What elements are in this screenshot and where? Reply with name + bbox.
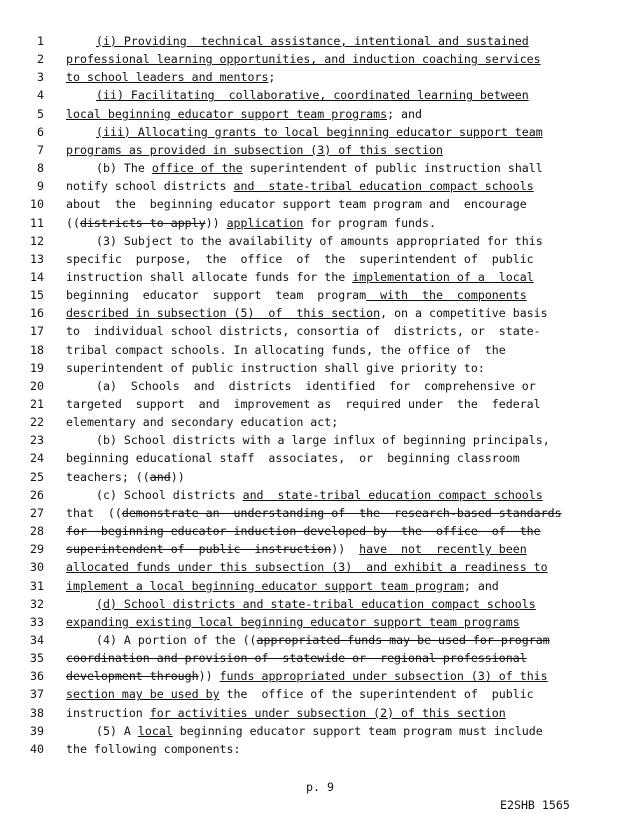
line-number: 29 xyxy=(30,542,44,557)
line-number: 15 xyxy=(30,288,44,303)
inserted-text: programs as provided in subsection (3) of this section xyxy=(66,142,443,157)
line-number: 8 xyxy=(37,161,44,176)
text-segment: )) xyxy=(170,469,185,484)
line-text xyxy=(66,177,534,195)
line-text xyxy=(66,413,338,431)
text-segment: notify school districts xyxy=(66,179,234,194)
text-segment: ; and xyxy=(387,106,422,121)
text-segment: )) xyxy=(198,669,220,684)
text-segment: ; and xyxy=(463,578,499,593)
text-segment: teachers; (( xyxy=(66,469,150,484)
line-text xyxy=(96,86,529,104)
line-number: 6 xyxy=(37,124,44,139)
text-segment: to individual school districts, consortia of districts, or state- xyxy=(66,324,541,339)
text-segment: the office of the superintendent of public xyxy=(219,687,534,702)
line-number: 12 xyxy=(30,233,44,248)
line-text xyxy=(66,105,422,123)
line-text xyxy=(96,722,543,740)
inserted-text: section may be used by xyxy=(66,687,220,702)
line-number: 3 xyxy=(37,70,44,85)
line-text xyxy=(66,195,527,213)
deleted-text: appropriated funds may be used for program xyxy=(256,632,550,647)
line-text xyxy=(96,377,536,395)
line-number: 17 xyxy=(30,324,44,339)
inserted-text: allocated funds under this subsection (3) and exhibit a readiness to xyxy=(66,560,548,575)
text-line xyxy=(0,649,618,667)
line-text xyxy=(66,468,185,486)
deleted-text: for beginning educator induction developed by the office of the xyxy=(66,524,541,539)
text-segment: that (( xyxy=(66,505,122,520)
text-line xyxy=(0,595,618,613)
text-line xyxy=(0,377,618,395)
text-line xyxy=(0,105,618,123)
text-line xyxy=(0,685,618,703)
line-text xyxy=(66,540,527,558)
text-segment: instruction xyxy=(66,705,150,720)
inserted-text: (ii) Facilitating collaborative, coordinated learning between xyxy=(96,88,529,103)
line-number: 32 xyxy=(30,596,44,611)
inserted-text: local xyxy=(137,723,173,738)
line-text xyxy=(66,250,534,268)
line-number: 31 xyxy=(30,578,44,593)
text-segment: beginning educational staff associates, or beginning classroom xyxy=(66,451,520,466)
line-number: 11 xyxy=(30,215,44,230)
inserted-text: expanding existing local beginning educator support team programs xyxy=(66,614,520,629)
line-text xyxy=(66,685,534,703)
text-line xyxy=(0,286,618,304)
line-number: 38 xyxy=(30,705,44,720)
line-text xyxy=(66,359,485,377)
text-segment: )) xyxy=(205,215,227,230)
text-segment: , on a competitive basis xyxy=(380,306,548,321)
line-text xyxy=(96,159,543,177)
inserted-text: (i) Providing technical assistance, intentional and sustained xyxy=(96,34,529,48)
line-text xyxy=(66,286,527,304)
line-number: 5 xyxy=(37,106,44,121)
line-number: 1 xyxy=(37,34,44,48)
line-number: 9 xyxy=(37,179,44,194)
line-text xyxy=(66,68,275,86)
line-text xyxy=(66,449,520,467)
line-text xyxy=(66,667,548,685)
line-text xyxy=(96,595,536,613)
line-number: 33 xyxy=(30,614,44,629)
line-number: 19 xyxy=(30,360,44,375)
text-segment: tribal compact schools. In allocating funds, the office of the xyxy=(66,342,506,357)
inserted-text: to school leaders and mentors xyxy=(66,70,269,85)
line-text xyxy=(66,214,436,232)
line-text xyxy=(66,341,506,359)
inserted-text: office of the xyxy=(151,161,243,176)
inserted-text: and state-tribal education compact schools xyxy=(242,487,543,502)
line-number: 20 xyxy=(30,378,44,393)
text-line xyxy=(0,522,618,540)
text-line xyxy=(0,359,618,377)
text-segment: targeted support and improvement as required under the federal xyxy=(66,397,541,411)
text-line xyxy=(0,250,618,268)
text-line xyxy=(0,722,618,740)
line-number: 21 xyxy=(30,397,44,411)
text-line xyxy=(0,68,618,86)
deleted-text: development through xyxy=(66,669,199,684)
text-line xyxy=(0,159,618,177)
inserted-text: local beginning educator support team programs xyxy=(66,106,388,121)
text-line xyxy=(0,577,618,595)
line-text xyxy=(66,649,527,667)
text-segment: )) xyxy=(331,542,360,557)
text-segment: elementary and secondary education act; xyxy=(66,415,339,430)
deleted-text: coordination and provision of statewide or regional professional xyxy=(66,651,527,666)
text-line xyxy=(0,322,618,340)
text-segment: (c) School districts xyxy=(96,487,243,502)
line-text xyxy=(96,486,543,504)
text-line xyxy=(0,177,618,195)
text-segment: beginning educator support team program must include xyxy=(172,723,543,738)
line-text xyxy=(66,304,548,322)
line-number: 7 xyxy=(37,142,44,157)
text-line xyxy=(0,558,618,576)
text-segment: (4) A portion of the (( xyxy=(96,632,257,647)
bill-number: E2SHB 1565 xyxy=(500,798,570,812)
line-text xyxy=(66,577,499,595)
line-number: 2 xyxy=(37,52,44,67)
deleted-text: and xyxy=(149,469,171,484)
text-segment: the following components: xyxy=(66,741,241,756)
line-number: 22 xyxy=(30,415,44,430)
inserted-text: for activities under subsection (2) of this section xyxy=(149,705,506,720)
line-number: 23 xyxy=(30,433,44,448)
page-number: p. 9 xyxy=(306,780,334,794)
line-text xyxy=(96,232,543,250)
text-segment: ; xyxy=(268,70,276,85)
line-text xyxy=(96,123,543,141)
line-text xyxy=(66,395,541,413)
line-number: 14 xyxy=(30,269,44,284)
line-number: 36 xyxy=(30,669,44,684)
line-number: 4 xyxy=(37,88,44,103)
text-segment: about the beginning educator support team program and encourage xyxy=(66,197,527,212)
text-segment: (5) A xyxy=(96,723,138,738)
line-text xyxy=(66,740,241,758)
line-number: 27 xyxy=(30,505,44,520)
inserted-text: (iii) Allocating grants to local beginning educator support team xyxy=(96,124,543,139)
text-line xyxy=(0,232,618,250)
line-text xyxy=(66,558,548,576)
text-line xyxy=(0,631,618,649)
inserted-text: application xyxy=(226,215,304,230)
text-line xyxy=(0,341,618,359)
line-text xyxy=(66,322,541,340)
text-line xyxy=(0,214,618,232)
text-line xyxy=(0,50,618,68)
line-text xyxy=(66,50,541,68)
text-segment: superintendent of public instruction shall give priority to: xyxy=(66,360,485,375)
text-line xyxy=(0,504,618,522)
text-line xyxy=(0,540,618,558)
deleted-text: superintendent of public instruction xyxy=(66,542,332,557)
line-number: 30 xyxy=(30,560,44,575)
text-segment: (b) School districts with a large influx of beginning principals, xyxy=(96,433,550,448)
text-line xyxy=(0,268,618,286)
text-segment: instruction shall allocate funds for the xyxy=(66,269,353,284)
line-number: 40 xyxy=(30,741,44,756)
text-segment: (3) Subject to the availability of amounts appropriated for this xyxy=(96,233,543,248)
line-number: 13 xyxy=(30,251,44,266)
text-line xyxy=(0,613,618,631)
line-number: 37 xyxy=(30,687,44,702)
text-line xyxy=(0,395,618,413)
line-number: 10 xyxy=(30,197,44,212)
line-number: 24 xyxy=(30,451,44,466)
line-text xyxy=(96,431,550,449)
line-number: 35 xyxy=(30,651,44,666)
deleted-text: districts to apply xyxy=(79,215,206,230)
text-line xyxy=(0,740,618,758)
line-number: 18 xyxy=(30,342,44,357)
text-line xyxy=(0,32,618,50)
inserted-text: (d) School districts and state-tribal education compact schools xyxy=(96,596,536,611)
inserted-text: described in subsection (5) of this section xyxy=(66,306,381,321)
text-line xyxy=(0,667,618,685)
line-text xyxy=(66,704,506,722)
line-text xyxy=(66,522,541,540)
line-text xyxy=(66,613,520,631)
text-segment: (a) Schools and districts identified for comprehensive or xyxy=(96,378,536,393)
inserted-text: have not recently been xyxy=(359,542,527,557)
page-footer xyxy=(0,760,618,812)
text-segment: (b) The xyxy=(96,161,152,176)
text-segment: (( xyxy=(66,215,80,230)
line-number: 28 xyxy=(30,524,44,539)
line-text xyxy=(96,631,550,649)
inserted-text: with the components xyxy=(366,288,527,303)
text-line xyxy=(0,449,618,467)
text-line xyxy=(0,486,618,504)
text-segment: beginning educator support team program xyxy=(66,288,367,303)
line-text xyxy=(66,504,562,522)
text-line xyxy=(0,86,618,104)
inserted-text: professional learning opportunities, and induction coaching services xyxy=(66,52,541,67)
line-number: 26 xyxy=(30,487,44,502)
line-number: 39 xyxy=(30,723,44,738)
text-line xyxy=(0,123,618,141)
inserted-text: and state-tribal education compact schools xyxy=(233,179,534,194)
text-line xyxy=(0,141,618,159)
line-text xyxy=(96,32,529,50)
line-number: 16 xyxy=(30,306,44,321)
text-line xyxy=(0,413,618,431)
inserted-text: implementation of a local xyxy=(352,269,534,284)
text-line xyxy=(0,431,618,449)
deleted-text: demonstrate an understanding of the research-based standards xyxy=(121,505,562,520)
inserted-text: implement a local beginning educator support team program xyxy=(66,578,464,593)
text-line xyxy=(0,195,618,213)
line-number: 25 xyxy=(30,469,44,484)
inserted-text: funds appropriated under subsection (3) of this xyxy=(219,669,548,684)
text-segment: for program funds. xyxy=(303,215,436,230)
text-line xyxy=(0,468,618,486)
line-text xyxy=(66,141,443,159)
text-segment: superintendent of public instruction shall xyxy=(242,161,543,176)
text-segment: specific purpose, the office of the superintendent of public xyxy=(66,251,534,266)
text-line xyxy=(0,304,618,322)
text-line xyxy=(0,704,618,722)
line-text xyxy=(66,268,534,286)
line-number: 34 xyxy=(30,632,44,647)
